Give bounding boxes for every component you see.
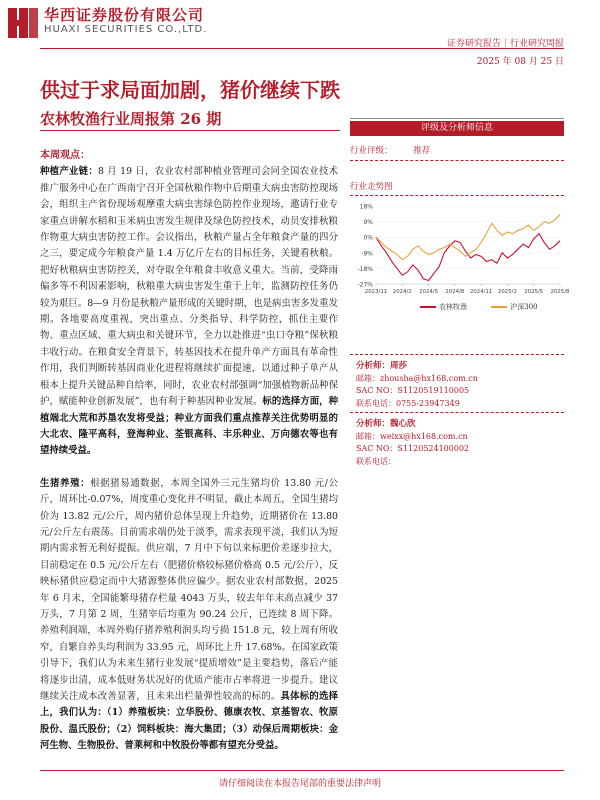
chart-legend bbox=[420, 302, 560, 312]
trend-chart-title: 行业走势图 bbox=[350, 182, 393, 192]
report-subtitle: 农林牧渔行业周报第 26 期 bbox=[40, 110, 222, 128]
x-tick-label: 2023/11 bbox=[364, 289, 388, 295]
analyst-divider-2 bbox=[350, 412, 564, 413]
analyst-block-2 bbox=[356, 418, 469, 468]
y-tick-label: -27% bbox=[357, 281, 373, 289]
legend-item-index: 沪深300 bbox=[491, 303, 537, 311]
hog-picks: 具体标的选择上，我们认为：（1）养殖板块：立华股份、德康农牧、京基智农、牧原股份、温氏股份；（2）饲料板块：海大集团；（3）动保后周期板块：金河生物、生物股份、普莱柯和中牧股份等都有望充分受益。 bbox=[40, 691, 338, 752]
hog-lead: 生猪养殖： bbox=[40, 477, 91, 489]
x-tick-label: 2024/8 bbox=[445, 289, 465, 295]
company-name-cn: 华西证券股份有限公司 bbox=[44, 6, 205, 24]
report-date: 2025 年 08 月 25 日 bbox=[476, 57, 564, 67]
analyst-1-email: 邮箱：zhousha@hx168.com.cn bbox=[356, 373, 478, 383]
header-divider bbox=[40, 48, 564, 49]
y-tick-label: -9% bbox=[361, 250, 373, 258]
sidebar-top-rule bbox=[350, 118, 564, 119]
analyst-2-sac: SAC NO：S1120524100002 bbox=[356, 444, 470, 453]
main-body bbox=[40, 148, 338, 755]
analyst-divider-1 bbox=[350, 354, 564, 355]
y-tick-label: -18% bbox=[357, 265, 373, 273]
analyst-block-1 bbox=[356, 360, 478, 410]
y-tick-label: 18% bbox=[359, 203, 373, 211]
legal-notice: 请仔细阅读在本报告尾部的重要法律声明 bbox=[218, 779, 381, 789]
paragraph-hog bbox=[40, 476, 338, 755]
analyst-1-name-row: 分析师：周莎 bbox=[356, 361, 408, 371]
analyst-1-phone: 联系电话：0755-23947349 bbox=[356, 398, 460, 408]
legend-item-sector: 农林牧渔 bbox=[420, 303, 467, 311]
report-title: 供过于求局面加剧，猪价继续下跌 bbox=[40, 78, 340, 102]
trend-divider bbox=[350, 195, 564, 196]
x-tick-label: 2025/5 bbox=[524, 289, 544, 295]
x-tick-label: 2025/2 bbox=[497, 289, 517, 295]
rating-divider bbox=[350, 160, 564, 161]
y-tick-label: 9% bbox=[363, 219, 373, 227]
x-tick-label: 2025/8 bbox=[550, 289, 570, 295]
analyst-2-email: 邮箱：weixx@hx168.com.cn bbox=[356, 431, 468, 441]
company-logo bbox=[8, 4, 238, 44]
x-tick-label: 2024/5 bbox=[419, 289, 439, 295]
report-type: 证券研究报告｜行业研究周报 bbox=[446, 39, 564, 49]
paragraph-planting bbox=[40, 164, 338, 459]
company-name-en: HUAXI SECURITIES CO.,LTD. bbox=[44, 24, 208, 35]
planting-text: 8 月 19 日，农业农村部种植业管理司会同全国农业技术推广服务中心在广西南宁召开全国秋粮作物中后期重大病虫害防控现场会，组织主产省份现场观摩重大病虫害绿色防控作业现场，邀请行业专家重点讲解水稻和玉米病虫害发生规律及绿色防控技术，动员安排秋粮作物重大病虫害防控工作。会议指出，秋粮产量占全年粮食产量的四分之三，要定成今年粮食产量 1.4 万亿斤左右的目标任务，关键看秋粮。把好秋粮病虫害防控关，对夺取全年粮食丰收意义重大。当前，受降雨偏多等不利因素影响，秋粮重大病虫害发生重于上年，监测防控任务仍较为艰巨。8—9 月份是秋粮产量形成的关键时期，也是病虫害多发重发期。各地要高度重视，突出重点、分类指导、科学防控，抓住主要作物、重点区域、重大病虫和关键环节，全力以赴推进“虫口夺粮”保秋粮丰收行动。在粮食安全背景下，转基因技术在提升单产方面具有革命性作用，我们判断转基因商业化进程将继续扩面提速，以通过种子单产从根本上提升关键品种自给率，同时，农业农村部强调“加强植物新品种保护，赋能种业创新发展”，也有利于种基因种业发展。 bbox=[40, 166, 338, 408]
footer-divider bbox=[40, 770, 564, 771]
rating-label: 行业评级： bbox=[350, 146, 393, 156]
hog-text: 根据猪易通数据，本周全国外三元生猪均价 13.80 元/公斤，周环比-0.07%，周度重心变化并不明显，截止本周五，全国生猪均价为 13.82 元/公斤，周内猪价总体呈现上升趋势，近期猪价在 13.80 元/公斤左右震荡。目前需求端仍处于淡季，需求表现平淡，我们认为短期内需求暂无利好提振。供应端，7 月中下旬以来标肥价差逐步拉大，目前稳定在 0.5 元/公斤左右（肥猪价格较标猪价格高 0.5 元/公斤），反映标猪供应稳定而中大猪源整体供应偏少。据农业农村部数据，2025 年 6 月末，全国能繁母猪存栏量 4043 万头，较去年年末高点减少 37 万头，7 月第 2 周，生猪宰后均重为 90.24 公斤，已连续 8 周下降。养殖利润端，本周外购仔猪养殖利润头均亏损 151.8 元，较上周有所收窄，自繁自养头均利润为 33.95 元，周环比上升 17.68%。在国家政策引导下，我们认为未来生猪行业发展“提质增效”是主要趋势，落后产能将逐步出清，成本低财务状况好的优质产能市占率将进一步提升。建议继续关注成本改善显著，且未来出栏量弹性较高的标的。 bbox=[40, 477, 338, 702]
huaxi-logo-icon bbox=[8, 6, 38, 40]
sidebar-header: 评级及分析师信息 bbox=[350, 121, 564, 136]
analyst-2-phone: 联系电话： bbox=[356, 456, 396, 466]
industry-rating bbox=[350, 144, 564, 156]
x-tick-label: 2024/2 bbox=[392, 289, 412, 295]
x-tick-label: 2024/11 bbox=[469, 289, 493, 295]
y-tick-label: 0% bbox=[363, 234, 373, 242]
planting-picks: 标的选择方面，种植端北大荒和苏垦农发将受益；种业方面我们重点推荐关注优势明显的大北农、隆平高科，登海种业、荃银高科、丰乐种业、万向德农等也有望持续受益。 bbox=[40, 396, 338, 457]
series-line-0 bbox=[376, 234, 560, 281]
analyst-1-sac: SAC NO：S1120519110005 bbox=[356, 386, 470, 395]
planting-lead: 种植产业链： bbox=[40, 166, 98, 178]
analyst-2-name-row: 分析师：魏心欣 bbox=[356, 419, 416, 429]
section-title: 本周观点： bbox=[40, 150, 90, 161]
rating-value: 推荐 bbox=[413, 146, 431, 156]
subtitle-divider bbox=[40, 130, 340, 131]
